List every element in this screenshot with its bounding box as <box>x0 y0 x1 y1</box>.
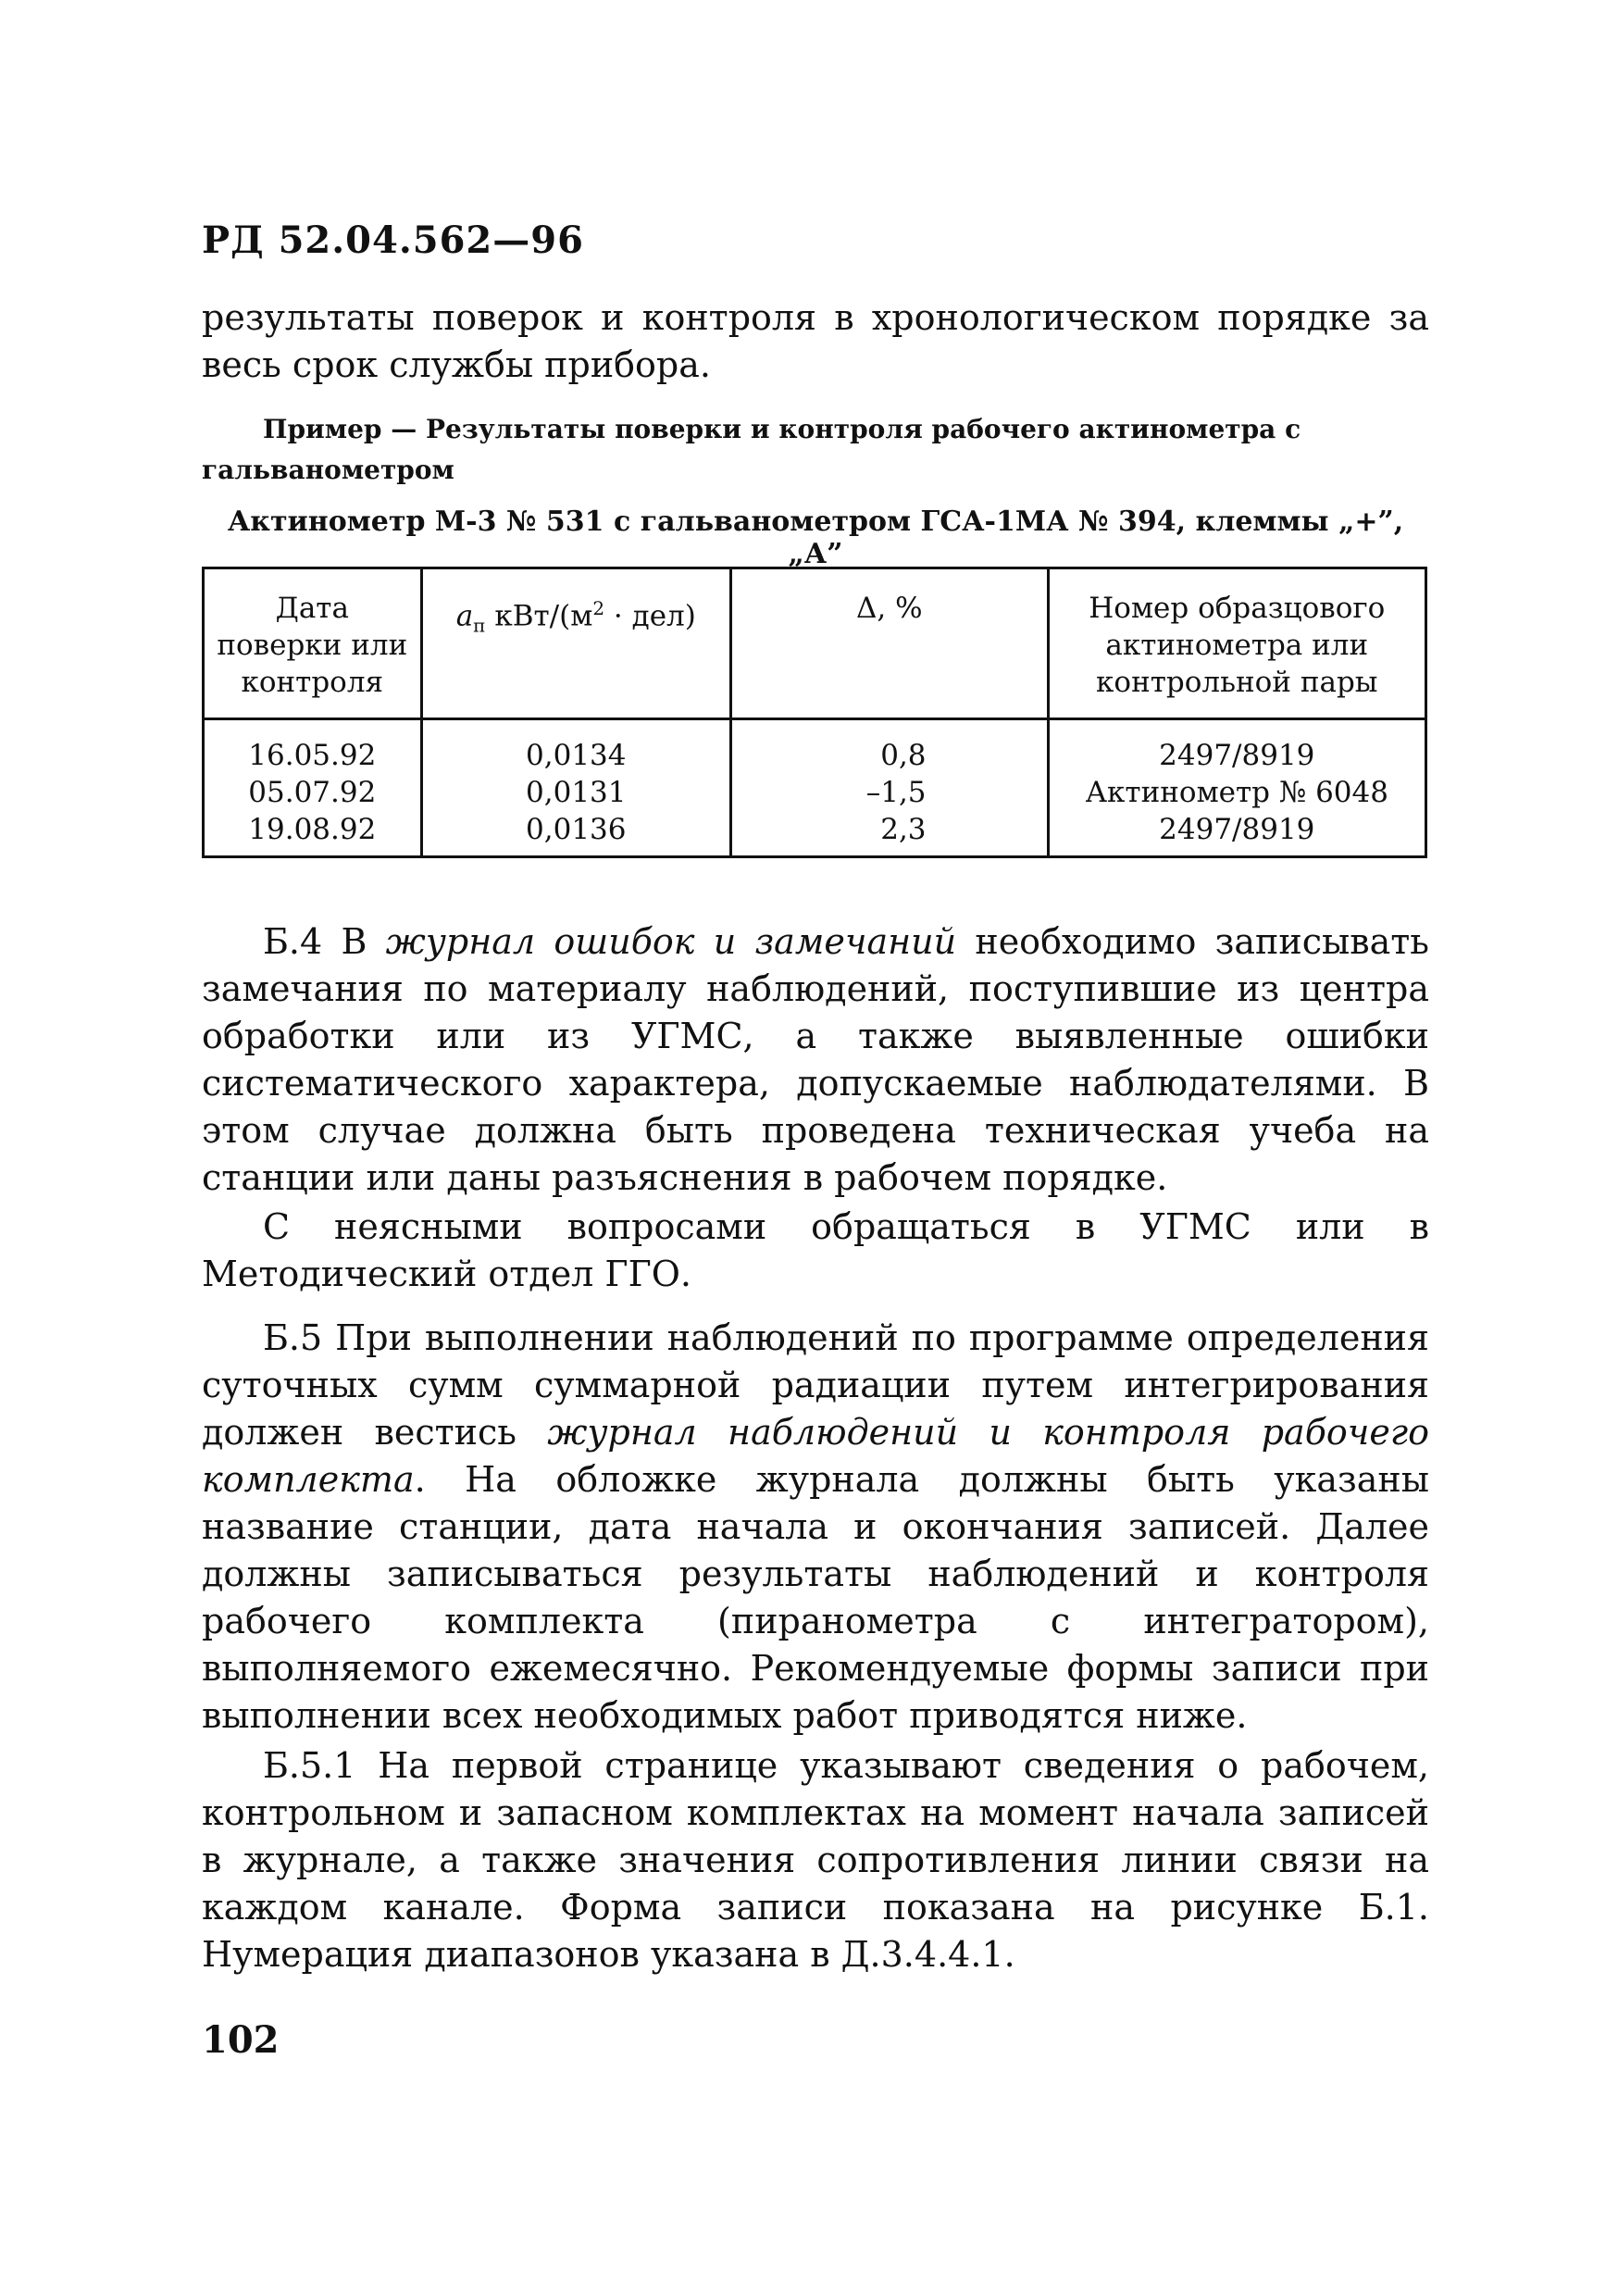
document-code: РД 52.04.562—96 <box>202 218 584 262</box>
header-date-line2: или контроля <box>241 629 408 699</box>
section-b4 <box>202 918 1429 1202</box>
coef-sup: 2 <box>592 597 605 619</box>
section-b5 <box>202 1315 1429 1740</box>
b4-italic-term: журнал ошибок и замечаний <box>385 921 957 962</box>
header-coefficient <box>421 568 730 719</box>
cell-date: 19.08.92 <box>248 813 377 846</box>
header-date <box>204 568 422 719</box>
header-date-line1: Дата поверки <box>217 592 349 662</box>
cell-ref: 2497/8919 <box>1159 813 1315 846</box>
header-reference <box>1048 568 1425 719</box>
cell-coef: 0,0131 <box>526 776 627 809</box>
cell-delta: 2,3 <box>880 813 927 846</box>
cell-ref: Актинометр № 6048 <box>1085 776 1388 809</box>
coef-tail: · дел) <box>604 599 696 633</box>
coef-symbol: a <box>455 599 474 633</box>
table-caption: Актинометр М-3 № 531 с гальванометром ГСА-1МА № 394, клеммы „+”, „А” <box>227 505 1404 570</box>
header-ref-line2: актинометра или <box>1105 629 1369 662</box>
table-body-row <box>204 719 1426 857</box>
header-ref-line3: контрольной пары <box>1096 666 1378 699</box>
cell-delta: 0,8 <box>880 739 927 772</box>
b4-lead: Б.4 В <box>263 921 386 962</box>
calibration-table <box>202 567 1427 858</box>
cell-coef: 0,0136 <box>526 813 627 846</box>
b5-rest: . На обложке журнала должны быть указаны название станции, дата начала и окончания записей. Далее должны записываться результаты наблюдений и контроля рабочего комплекта (пиранометра с интегратором), выполняемого ежемесячно. Рекомендуемые формы записи при выполнении всех необходимых работ приводятся ниже. <box>202 1459 1429 1736</box>
cell-delta: –1,5 <box>865 776 927 809</box>
section-b5-1: Б.5.1 На первой странице указывают сведения о рабочем, контрольном и запасном комплектах на момент начала записей в журнале, а также значения сопротивления линии связи на каждом канале. Форма записи показана на рисунке Б.1. Нумерация диапазонов указана в Д.3.4.4.1. <box>202 1745 1429 1975</box>
cell-coef: 0,0134 <box>526 739 627 772</box>
coef-subscript: п <box>473 614 486 637</box>
table-header-row <box>204 568 1426 719</box>
b5-italic-term: журнал наблюдений и контроля рабочего комплекта <box>202 1412 1429 1500</box>
cell-coefficients <box>421 719 730 857</box>
b5-lead: Б.5 При выполнении наблюдений по программе определения суточных сумм суммарной радиации путем интегрирования должен вестись <box>202 1317 1429 1453</box>
cell-date: 16.05.92 <box>248 739 377 772</box>
cell-date: 05.07.92 <box>248 776 377 809</box>
cell-references <box>1048 719 1425 857</box>
b4-rest: необходимо записывать замечания по материалу наблюдений, поступившие из центра обработки или из УГМС, а также выявленные ошибки систематического характера, допускаемые наблюдателями. В этом случае должна быть проведена техническая учеба на станции или даны разъяснения в рабочем порядке. <box>202 921 1429 1198</box>
header-ref-line1: Номер образцового <box>1089 592 1386 625</box>
example-note: Пример — Результаты поверки и контроля рабочего актинометра с гальванометром <box>202 414 1301 485</box>
intro-paragraph: результаты поверок и контроля в хронологическом порядке за весь срок службы прибора. <box>202 297 1429 385</box>
cell-deltas <box>730 719 1048 857</box>
page-number: 102 <box>202 2018 280 2062</box>
header-delta: Δ, % <box>730 568 1048 719</box>
cell-dates <box>204 719 422 857</box>
section-b4-para2: С неясными вопросами обращаться в УГМС или в Методический отдел ГГО. <box>202 1206 1429 1294</box>
cell-ref: 2497/8919 <box>1159 739 1315 772</box>
coef-unit: кВт/(м <box>485 599 593 633</box>
